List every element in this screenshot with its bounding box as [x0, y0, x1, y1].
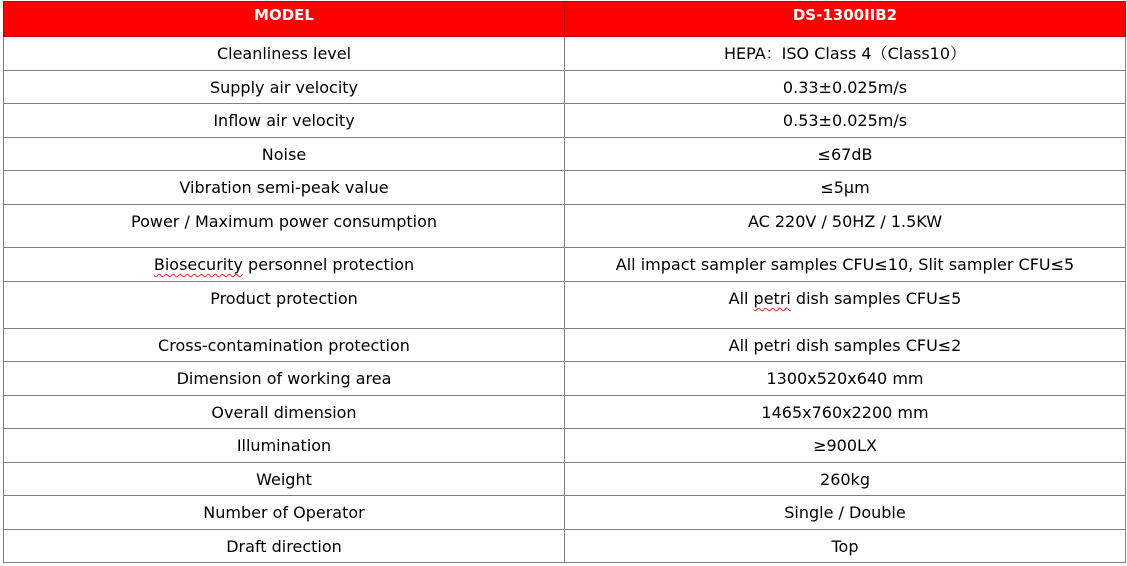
- value-cell: AC 220V / 50HZ / 1.5KW: [565, 205, 1126, 248]
- table-row: [4, 71, 1126, 104]
- value-text: dish samples CFU≤5: [790, 289, 962, 308]
- value-text: All: [728, 289, 754, 308]
- table-row: [4, 104, 1126, 138]
- value-cell: All impact sampler samples CFU≤10, Slit sampler CFU≤5: [565, 248, 1126, 282]
- param-cell: Weight: [4, 463, 565, 496]
- value-cell: [565, 282, 1126, 329]
- table-row: [4, 37, 1126, 71]
- param-text: personnel protection: [242, 255, 415, 274]
- table-row: [4, 205, 1126, 248]
- spellcheck-word: petri: [753, 289, 791, 308]
- value-cell: 0.53±0.025m/s: [565, 104, 1126, 138]
- table-row: [4, 530, 1126, 563]
- value-cell: 1300x520x640 mm: [565, 362, 1126, 396]
- value-cell: 1465x760x2200 mm: [565, 396, 1126, 429]
- table-header-row: [4, 2, 1126, 37]
- table-row: [4, 496, 1126, 530]
- param-cell: Dimension of working area: [4, 362, 565, 396]
- spellcheck-word: Biosecurity: [153, 255, 243, 274]
- value-cell: Top: [565, 530, 1126, 563]
- param-cell: Noise: [4, 138, 565, 171]
- value-cell: ≥900LX: [565, 429, 1126, 463]
- table-row: [4, 282, 1126, 329]
- value-cell: Single / Double: [565, 496, 1126, 530]
- value-cell: 0.33±0.025m/s: [565, 71, 1126, 104]
- value-cell: ≤5μm: [565, 171, 1126, 205]
- table-row: [4, 329, 1126, 362]
- param-cell: Supply air velocity: [4, 71, 565, 104]
- table-row: [4, 396, 1126, 429]
- table-row: [4, 463, 1126, 496]
- param-cell: [4, 248, 565, 282]
- table-row: [4, 362, 1126, 396]
- value-cell: 260kg: [565, 463, 1126, 496]
- table-row: [4, 429, 1126, 463]
- header-model-value: DS-1300IIB2: [565, 2, 1126, 37]
- param-cell: Number of Operator: [4, 496, 565, 530]
- value-cell: HEPA：ISO Class 4（Class10）: [565, 37, 1126, 71]
- table-row: [4, 248, 1126, 282]
- value-cell: ≤67dB: [565, 138, 1126, 171]
- value-cell: All petri dish samples CFU≤2: [565, 329, 1126, 362]
- param-cell: Illumination: [4, 429, 565, 463]
- table-row: [4, 138, 1126, 171]
- param-cell: Cross-contamination protection: [4, 329, 565, 362]
- param-cell: Cleanliness level: [4, 37, 565, 71]
- param-cell: Power / Maximum power consumption: [4, 205, 565, 248]
- param-cell: Overall dimension: [4, 396, 565, 429]
- spec-table: [3, 1, 1126, 563]
- param-cell: Vibration semi-peak value: [4, 171, 565, 205]
- param-cell: Product protection: [4, 282, 565, 329]
- param-cell: Inflow air velocity: [4, 104, 565, 138]
- table-row: [4, 171, 1126, 205]
- header-model-label: MODEL: [4, 2, 565, 37]
- param-cell: Draft direction: [4, 530, 565, 563]
